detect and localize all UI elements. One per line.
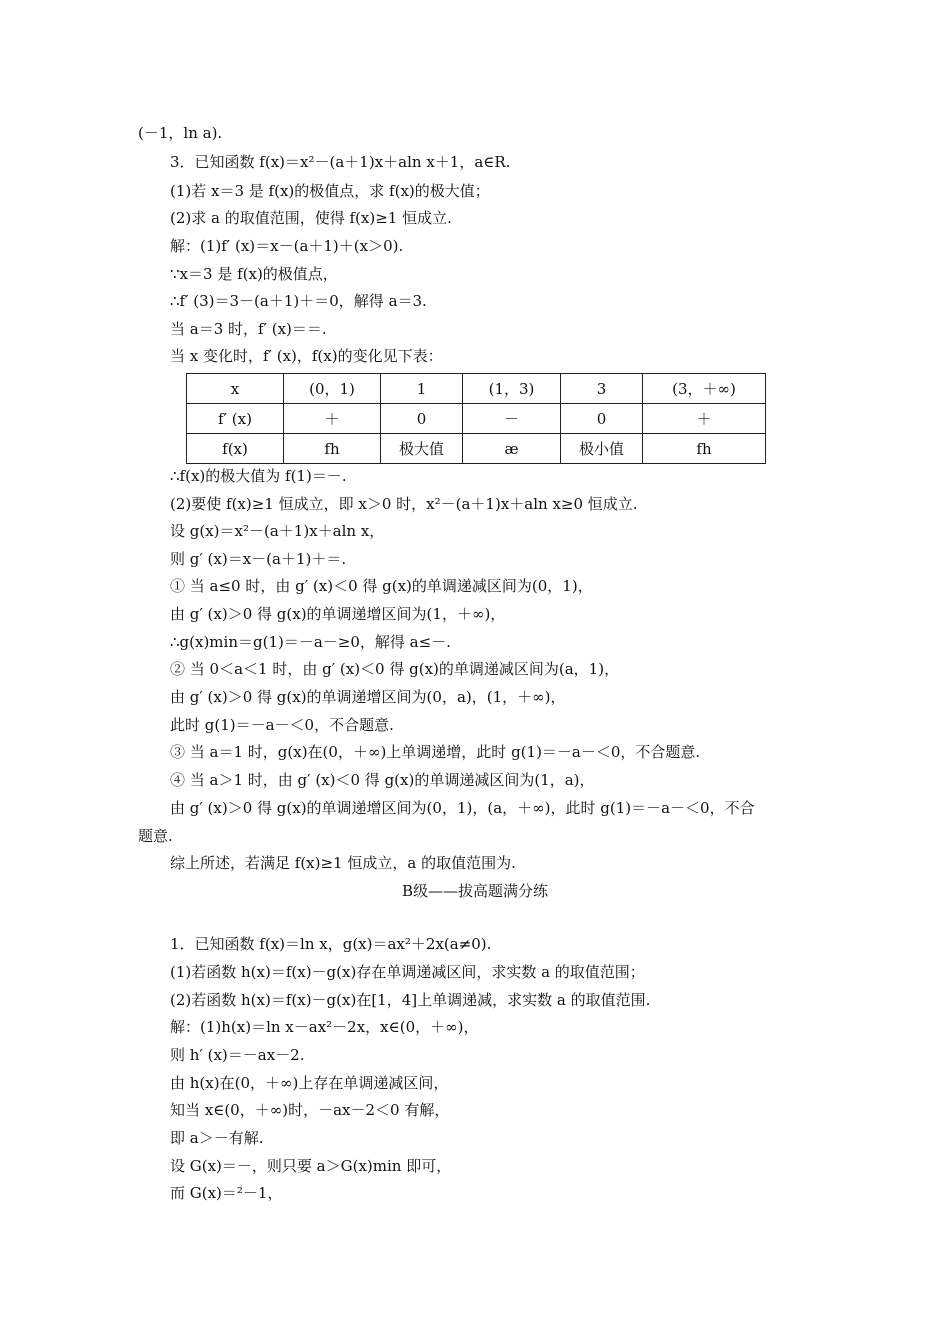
text-line: (1)若函数 h(x)＝f(x)－g(x)存在单调递减区间，求实数 a 的取值范围； <box>170 963 645 981</box>
text-line: (－1，ln a). <box>138 124 223 142</box>
text-line: 则 h′ (x)＝－ax－2. <box>170 1046 305 1064</box>
table-cell: 0 <box>561 404 643 434</box>
text-line: ① 当 a≤0 时，由 g′ (x)＜0 得 g(x)的单调递减区间为(0，1)， <box>170 577 593 595</box>
table-cell: æ <box>463 434 561 464</box>
text-line: ∴g(x)min＝g(1)＝－a－≥0，解得 a≤－. <box>170 633 451 651</box>
table-cell: (1，3) <box>463 374 561 404</box>
text-line: 当 x 变化时，f′ (x)，f(x)的变化见下表： <box>170 347 443 365</box>
table-row <box>187 434 766 464</box>
text-line: 题意. <box>138 827 173 845</box>
text-line: ∴f(x)的极大值为 f(1)＝－. <box>170 467 347 485</box>
text-line: (2)要使 f(x)≥1 恒成立，即 x＞0 时，x²－(a＋1)x＋aln x≥0 恒成立. <box>170 495 638 513</box>
text-line: ④ 当 a＞1 时，由 g′ (x)＜0 得 g(x)的单调递减区间为(1，a)， <box>170 771 595 789</box>
text-line: ∴f′ (3)＝3－(a＋1)＋＝0，解得 a＝3. <box>170 292 427 310</box>
table-row <box>187 404 766 434</box>
text-line: 即 a＞－有解. <box>170 1129 264 1147</box>
text-line: 设 G(x)＝－，则只要 a＞G(x)min 即可， <box>170 1157 452 1175</box>
table-cell: 1 <box>381 374 463 404</box>
variation-table <box>186 373 766 464</box>
text-line: ∵x＝3 是 f(x)的极值点， <box>170 265 338 283</box>
text-line: 综上所述，若满足 f(x)≥1 恒成立，a 的取值范围为. <box>170 854 516 872</box>
table-row <box>187 374 766 404</box>
text-line: 由 g′ (x)＞0 得 g(x)的单调递增区间为(0，1)，(a，＋∞)，此时 g(1)＝－a－＜0，不合 <box>170 799 755 817</box>
table-cell: f′ (x) <box>187 404 284 434</box>
text-line: 则 g′ (x)＝x－(a＋1)＋＝. <box>170 550 347 568</box>
text-line: ② 当 0＜a＜1 时，由 g′ (x)＜0 得 g(x)的单调递减区间为(a，1)， <box>170 660 620 678</box>
section-title: B级——拔高题满分练 <box>401 882 549 900</box>
table-cell: 极小值 <box>561 434 643 464</box>
table-cell: (3，＋∞) <box>643 374 766 404</box>
problem-3-statement: 3．已知函数 f(x)＝x²－(a＋1)x＋aln x＋1，a∈R. <box>170 153 511 171</box>
table-cell: f(x) <box>187 434 284 464</box>
table-cell: x <box>187 374 284 404</box>
text-line: ③ 当 a＝1 时，g(x)在(0，＋∞)上单调递增，此时 g(1)＝－a－＜0，不合题意. <box>170 743 701 761</box>
table-cell: fh <box>284 434 381 464</box>
text-line: 由 g′ (x)＞0 得 g(x)的单调递增区间为(1，＋∞)， <box>170 605 506 623</box>
table-cell: (0，1) <box>284 374 381 404</box>
table-cell: ＋ <box>643 404 766 434</box>
text-line: (2)若函数 h(x)＝f(x)－g(x)在[1，4]上单调递减，求实数 a 的取值范围. <box>170 991 651 1009</box>
table-cell: － <box>463 404 561 434</box>
table-cell: 极大值 <box>381 434 463 464</box>
text-line: (1)若 x＝3 是 f(x)的极值点，求 f(x)的极大值； <box>170 182 490 200</box>
solution-line: 解：(1)f′ (x)＝x－(a＋1)＋(x＞0). <box>170 237 404 255</box>
text-line: 设 g(x)＝x²－(a＋1)x＋aln x， <box>170 522 385 540</box>
text-line: (2)求 a 的取值范围，使得 f(x)≥1 恒成立. <box>170 209 452 227</box>
table-cell: fh <box>643 434 766 464</box>
text-line: 由 g′ (x)＞0 得 g(x)的单调递增区间为(0，a)，(1，＋∞)， <box>170 688 566 706</box>
text-line: 当 a＝3 时，f′ (x)＝＝. <box>170 320 327 338</box>
text-line: 此时 g(1)＝－a－＜0，不合题意. <box>170 716 394 734</box>
solution-line: 解：(1)h(x)＝ln x－ax²－2x，x∈(0，＋∞)， <box>170 1018 479 1036</box>
text-line: 由 h(x)在(0，＋∞)上存在单调递减区间， <box>170 1074 449 1092</box>
table-cell: 0 <box>381 404 463 434</box>
table-cell: ＋ <box>284 404 381 434</box>
text-line: 知当 x∈(0，＋∞)时，－ax－2＜0 有解， <box>170 1101 450 1119</box>
table-cell: 3 <box>561 374 643 404</box>
text-line: 而 G(x)＝²－1， <box>170 1184 283 1202</box>
problem-1-statement: 1．已知函数 f(x)＝ln x，g(x)＝ax²＋2x(a≠0). <box>170 935 492 953</box>
